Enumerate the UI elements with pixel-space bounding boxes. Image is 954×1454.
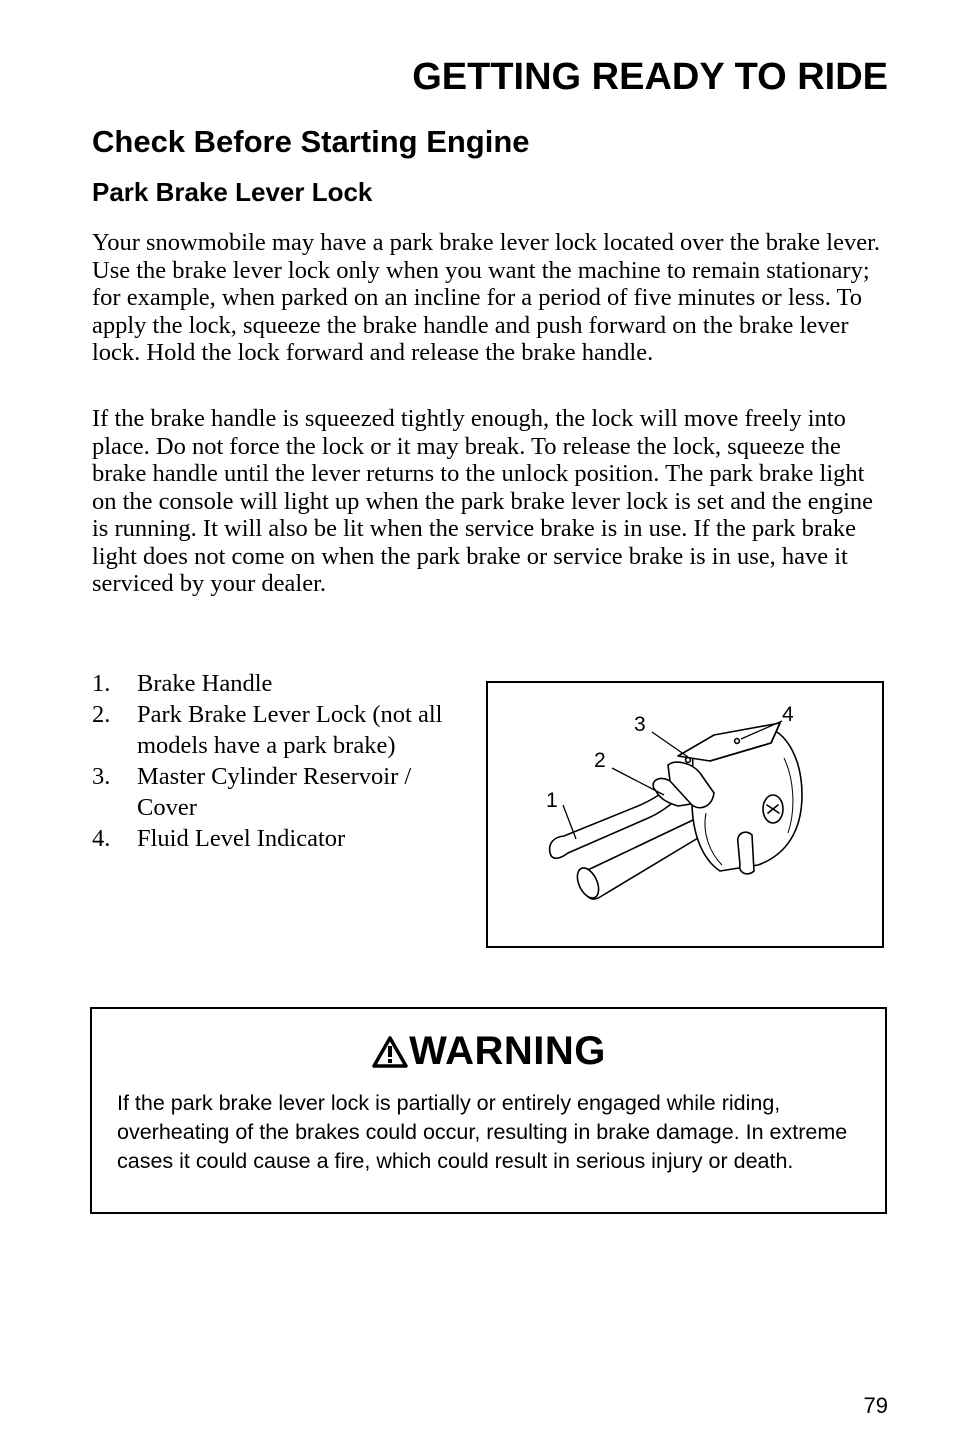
legend-text: Park Brake Lever Lock (not all models have a park brake) bbox=[137, 701, 443, 759]
legend-number: 1. bbox=[92, 670, 111, 697]
brake-lever-figure bbox=[486, 681, 884, 948]
warning-text: If the park brake lever lock is partially or entirely engaged while riding, overheating of the brakes could occur, resulting in brake damage. In extreme cases it could cause a fire, which could result in serious injury or death. bbox=[117, 1091, 848, 1173]
legend-text: Fluid Level Indicator bbox=[137, 825, 346, 852]
figure-legend bbox=[92, 668, 462, 854]
callout-label-4: 4 bbox=[782, 703, 794, 726]
page-number: 79 bbox=[863, 1393, 888, 1418]
brake-lever-illustration bbox=[488, 683, 882, 946]
legend-text: Brake Handle bbox=[137, 670, 273, 697]
legend-number: 4. bbox=[92, 825, 111, 852]
legend-item bbox=[92, 823, 462, 854]
body-paragraph-2: If the brake handle is squeezed tightly enough, the lock will move freely into place. Do not force the lock or it may break. To release the lock, squeeze the brake handle until the lever returns to the unlock position. The park brake light on the console will light up when the park brake lever lock is set and the engine is running. It will also be lit when the service brake is in use. If the park brake light does not come on when the park brake or service brake is in use, have it serviced by your dealer. bbox=[92, 405, 874, 597]
legend-item bbox=[92, 761, 462, 823]
chapter-title: GETTING READY TO RIDE bbox=[412, 56, 888, 98]
callout-leader-3 bbox=[652, 732, 688, 757]
legend-text: Master Cylinder Reservoir / Cover bbox=[137, 763, 412, 821]
cover-screw bbox=[735, 739, 740, 744]
legend-item bbox=[92, 668, 462, 699]
cover-screw bbox=[686, 758, 691, 763]
callout-label-1: 1 bbox=[546, 789, 558, 812]
callout-label-3: 3 bbox=[634, 713, 646, 736]
warning-header bbox=[92, 1029, 885, 1074]
warning-triangle-icon bbox=[371, 1035, 409, 1069]
warning-box bbox=[90, 1007, 887, 1214]
legend-item bbox=[92, 699, 462, 761]
warning-title: WARNING bbox=[409, 1029, 606, 1073]
section-title: Check Before Starting Engine bbox=[92, 124, 530, 159]
subsection-title: Park Brake Lever Lock bbox=[92, 177, 373, 207]
clamp-knob bbox=[738, 832, 754, 874]
body-paragraph-1: Your snowmobile may have a park brake lever lock located over the brake lever. Use the brake lever lock only when you want the machine to remain stationary; for example, when parked on an incline for a period of five minutes or less. To apply the lock, squeeze the brake handle and push forward on the brake lever lock. Hold the lock forward and release the brake handle. bbox=[92, 229, 881, 366]
legend-number: 3. bbox=[92, 763, 111, 790]
callout-label-2: 2 bbox=[594, 749, 606, 772]
legend-number: 2. bbox=[92, 701, 111, 728]
